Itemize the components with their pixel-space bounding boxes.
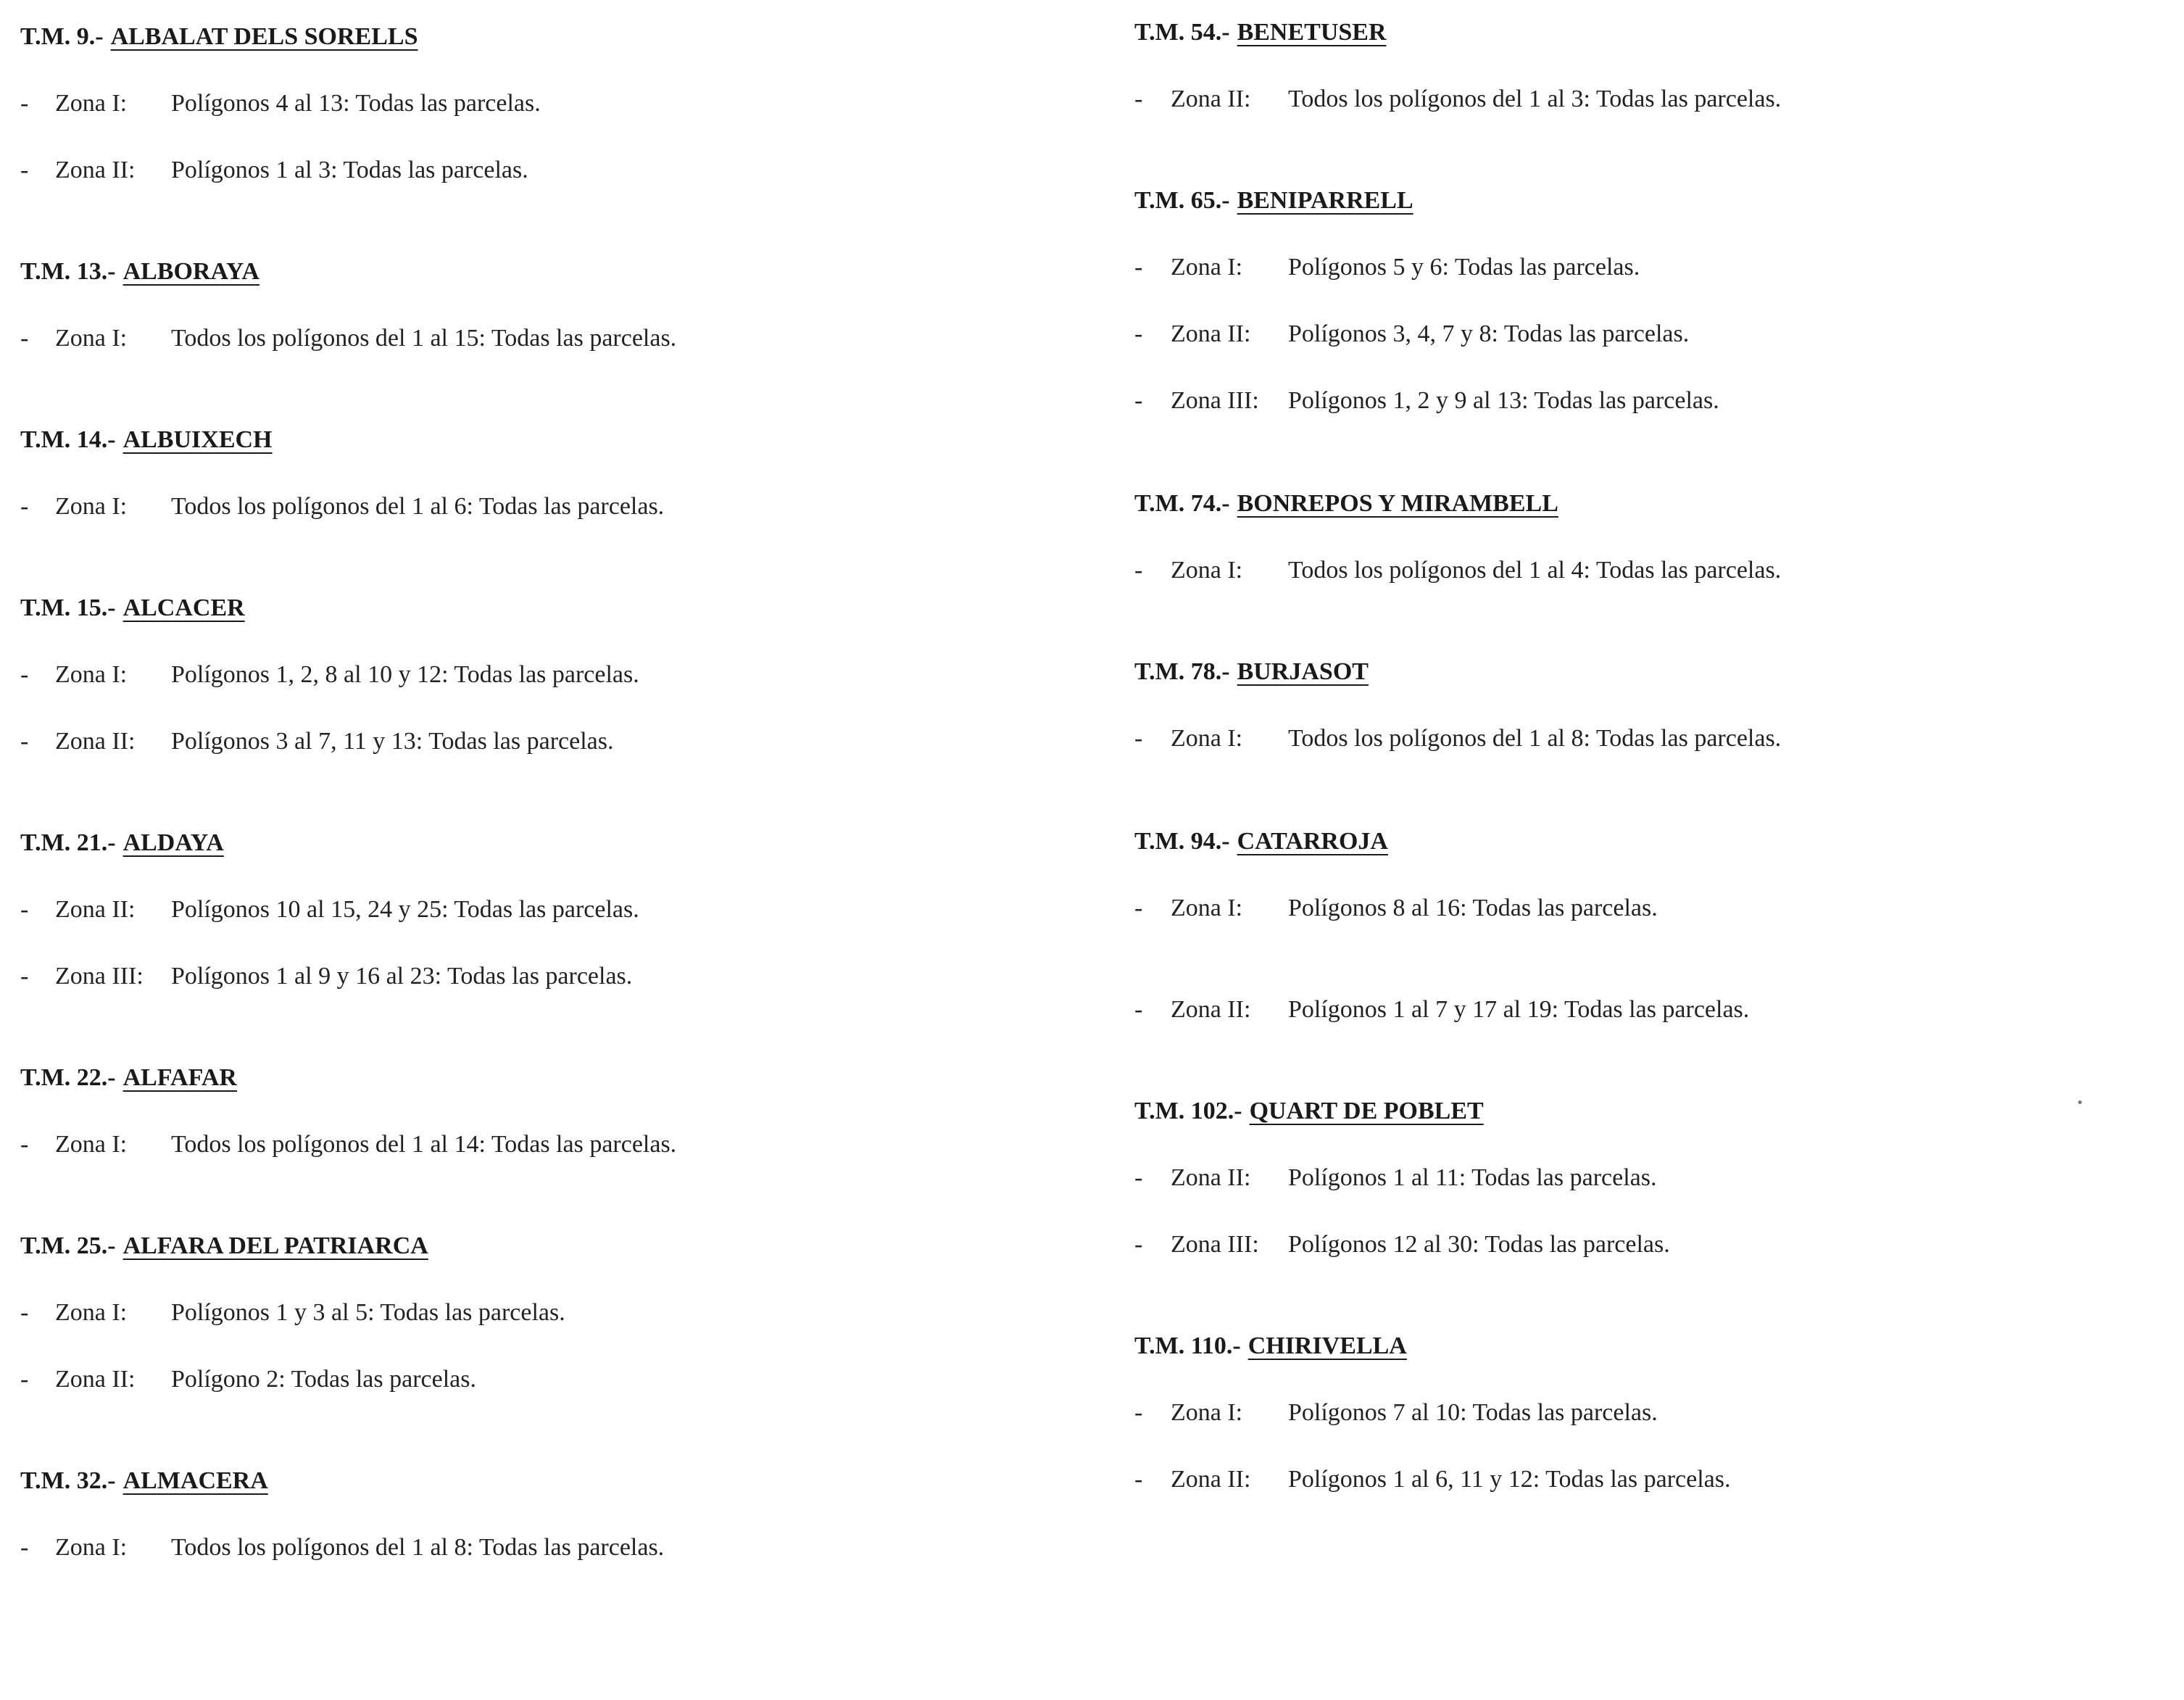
municipality-name: ALFARA DEL PATRIARCA [123, 1232, 428, 1259]
zone-row [1134, 716, 2184, 761]
municipality-section [1134, 481, 2184, 593]
municipality-name: ALCACER [123, 594, 245, 621]
zone-row [1134, 1156, 2184, 1201]
zone-row [1134, 245, 2184, 290]
zone-label: Zona I: [55, 325, 128, 352]
municipality-code: T.M. 9.- [20, 23, 104, 50]
zone-label: Zona III: [55, 963, 144, 990]
municipality-name: BURJASOT [1237, 658, 1369, 685]
municipality-name: CHIRIVELLA [1247, 1332, 1407, 1359]
municipality-code: T.M. 94.- [1134, 828, 1230, 855]
municipality-section [20, 1224, 1071, 1402]
municipality-name: CATARROJA [1237, 828, 1388, 855]
list-dash: - [1134, 1399, 1143, 1426]
zone-description: Polígonos 3 al 7, 11 y 13: Todas las parcelas. [171, 728, 614, 755]
zone-description: Polígonos 1 al 6, 11 y 12: Todas las parcelas. [1288, 1466, 1731, 1493]
list-dash: - [20, 1131, 29, 1158]
zone-description: Polígonos 8 al 16: Todas las parcelas. [1288, 895, 1658, 921]
list-dash: - [20, 963, 29, 990]
municipality-heading [1134, 819, 2184, 864]
municipality-name: BENETUSER [1237, 19, 1387, 46]
zone-description: Polígonos 1 al 9 y 16 al 23: Todas las parcelas. [171, 963, 633, 990]
municipality-section [20, 14, 1071, 193]
municipality-heading [20, 1224, 1071, 1269]
zone-label: Zona I: [1171, 254, 1243, 281]
municipality-name: BENIPARRELL [1237, 187, 1413, 214]
municipality-heading [20, 249, 1071, 294]
municipality-heading [20, 14, 1071, 59]
list-dash: - [20, 728, 29, 755]
zone-row [20, 1122, 1071, 1167]
zone-description: Polígonos 3, 4, 7 y 8: Todas las parcelas. [1288, 320, 1690, 347]
municipality-name: ALBUIXECH [123, 426, 273, 453]
list-dash: - [20, 157, 29, 183]
municipality-code: T.M. 14.- [20, 426, 116, 453]
municipality-name: ALDAYA [123, 829, 224, 856]
zone-description: Polígonos 1, 2 y 9 al 13: Todas las parcelas. [1288, 387, 1719, 414]
zone-label: Zona II: [55, 728, 136, 755]
zone-row [1134, 378, 2184, 423]
zone-row [1134, 548, 2184, 593]
zone-description: Polígonos 1 al 3: Todas las parcelas. [171, 157, 528, 183]
scan-speck [2078, 1100, 2082, 1104]
list-dash: - [20, 661, 29, 688]
zone-label: Zona III: [1171, 387, 1259, 414]
municipality-section [20, 1056, 1071, 1167]
list-dash: - [1134, 1466, 1143, 1493]
municipality-name: ALFAFAR [123, 1064, 237, 1091]
zone-label: Zona I: [55, 661, 128, 688]
zone-row [1134, 77, 2184, 122]
municipality-heading [1134, 178, 2184, 223]
municipality-code: T.M. 25.- [20, 1232, 116, 1259]
zone-row [1134, 1390, 2184, 1435]
zone-label: Zona I: [55, 493, 128, 520]
zone-description: Todos los polígonos del 1 al 4: Todas las parcelas. [1288, 557, 1782, 584]
zone-row [1134, 886, 2184, 931]
municipality-heading [1134, 1324, 2184, 1369]
municipality-section [1134, 10, 2184, 122]
municipality-heading [20, 1056, 1071, 1100]
zone-description: Polígonos 1 y 3 al 5: Todas las parcelas. [171, 1299, 565, 1326]
municipality-code: T.M. 110.- [1134, 1332, 1241, 1359]
zone-description: Polígono 2: Todas las parcelas. [171, 1366, 476, 1393]
municipality-name: BONREPOS Y MIRAMBELL [1237, 490, 1558, 517]
municipality-name: ALMACERA [123, 1467, 268, 1494]
zone-label: Zona I: [55, 1299, 128, 1326]
zone-label: Zona III: [1171, 1231, 1259, 1258]
municipality-heading [20, 1459, 1071, 1504]
list-dash: - [20, 493, 29, 520]
zone-row [20, 719, 1071, 764]
list-dash: - [1134, 895, 1143, 921]
municipality-heading [1134, 650, 2184, 694]
municipality-section [20, 1459, 1071, 1570]
zone-row [20, 1357, 1071, 1402]
list-dash: - [20, 1299, 29, 1326]
municipality-heading [1134, 1089, 2184, 1134]
municipality-section [1134, 1089, 2184, 1267]
zone-row [20, 954, 1071, 999]
zone-label: Zona I: [1171, 895, 1243, 921]
list-dash: - [20, 1366, 29, 1393]
zone-description: Todos los polígonos del 1 al 8: Todas las parcelas. [1288, 725, 1782, 752]
municipality-code: T.M. 65.- [1134, 187, 1230, 214]
zone-row [1134, 1457, 2184, 1502]
municipality-section [1134, 1324, 2184, 1502]
zone-description: Todos los polígonos del 1 al 8: Todas las parcelas. [171, 1534, 665, 1561]
zone-row [1134, 987, 2184, 1032]
municipality-code: T.M. 13.- [20, 258, 116, 285]
municipality-heading [1134, 10, 2184, 55]
zone-description: Todos los polígonos del 1 al 15: Todas las parcelas. [171, 325, 677, 352]
list-dash: - [1134, 725, 1143, 752]
list-dash: - [1134, 254, 1143, 281]
zone-label: Zona I: [55, 1131, 128, 1158]
municipality-code: T.M. 74.- [1134, 490, 1230, 517]
zone-row [20, 316, 1071, 361]
zone-label: Zona II: [1171, 1466, 1251, 1493]
municipality-heading [1134, 481, 2184, 526]
zone-label: Zona II: [55, 1366, 136, 1393]
municipality-heading [20, 418, 1071, 463]
municipality-code: T.M. 78.- [1134, 658, 1230, 685]
zone-label: Zona II: [1171, 1164, 1251, 1191]
list-dash: - [20, 1534, 29, 1561]
zone-label: Zona I: [55, 1534, 128, 1561]
zone-row [20, 887, 1071, 932]
zone-label: Zona I: [1171, 725, 1243, 752]
zone-row [20, 1290, 1071, 1335]
list-dash: - [1134, 86, 1143, 112]
list-dash: - [20, 325, 29, 352]
zone-description: Polígonos 7 al 10: Todas las parcelas. [1288, 1399, 1658, 1426]
zone-row [20, 652, 1071, 697]
municipality-name: ALBALAT DELS SORELLS [110, 23, 418, 50]
municipality-code: T.M. 102.- [1134, 1098, 1242, 1124]
municipality-code: T.M. 54.- [1134, 19, 1230, 46]
zone-description: Todos los polígonos del 1 al 14: Todas las parcelas. [171, 1131, 677, 1158]
list-dash: - [20, 896, 29, 923]
municipality-code: T.M. 15.- [20, 594, 116, 621]
zone-description: Polígonos 1 al 7 y 17 al 19: Todas las parcelas. [1288, 996, 1750, 1023]
zone-row [20, 81, 1071, 126]
zone-row [1134, 1222, 2184, 1267]
zone-description: Polígonos 10 al 15, 24 y 25: Todas las parcelas. [171, 896, 639, 923]
municipality-section [20, 821, 1071, 999]
zone-description: Polígonos 1 al 11: Todas las parcelas. [1288, 1164, 1657, 1191]
zone-description: Polígonos 4 al 13: Todas las parcelas. [171, 90, 541, 117]
zone-row [20, 484, 1071, 529]
zone-label: Zona I: [55, 90, 128, 117]
municipality-section [20, 586, 1071, 764]
municipality-code: T.M. 22.- [20, 1064, 116, 1091]
municipality-heading [20, 586, 1071, 631]
zone-label: Zona II: [1171, 86, 1251, 112]
zone-row [20, 1525, 1071, 1570]
municipality-section [1134, 819, 2184, 1032]
zone-row [1134, 312, 2184, 357]
zone-label: Zona II: [1171, 996, 1251, 1023]
municipality-name: ALBORAYA [123, 258, 259, 285]
list-dash: - [1134, 996, 1143, 1023]
municipality-name: QUART DE POBLET [1249, 1098, 1484, 1124]
zone-label: Zona I: [1171, 557, 1243, 584]
municipality-heading [20, 821, 1071, 866]
list-dash: - [1134, 1231, 1143, 1258]
zone-description: Todos los polígonos del 1 al 6: Todas las parcelas. [171, 493, 665, 520]
list-dash: - [1134, 387, 1143, 414]
zone-label: Zona II: [55, 157, 136, 183]
zone-row [20, 148, 1071, 193]
municipality-code: T.M. 21.- [20, 829, 116, 856]
zone-label: Zona I: [1171, 1399, 1243, 1426]
municipality-section [1134, 178, 2184, 423]
municipality-code: T.M. 32.- [20, 1467, 116, 1494]
zone-label: Zona II: [55, 896, 136, 923]
list-dash: - [1134, 1164, 1143, 1191]
list-dash: - [1134, 320, 1143, 347]
zone-description: Todos los polígonos del 1 al 3: Todas las parcelas. [1288, 86, 1782, 112]
municipality-section [20, 249, 1071, 361]
zone-description: Polígonos 5 y 6: Todas las parcelas. [1288, 254, 1640, 281]
zone-description: Polígonos 12 al 30: Todas las parcelas. [1288, 1231, 1670, 1258]
list-dash: - [20, 90, 29, 117]
municipality-section [20, 418, 1071, 529]
zone-description: Polígonos 1, 2, 8 al 10 y 12: Todas las parcelas. [171, 661, 639, 688]
zone-label: Zona II: [1171, 320, 1251, 347]
municipality-section [1134, 650, 2184, 761]
list-dash: - [1134, 557, 1143, 584]
